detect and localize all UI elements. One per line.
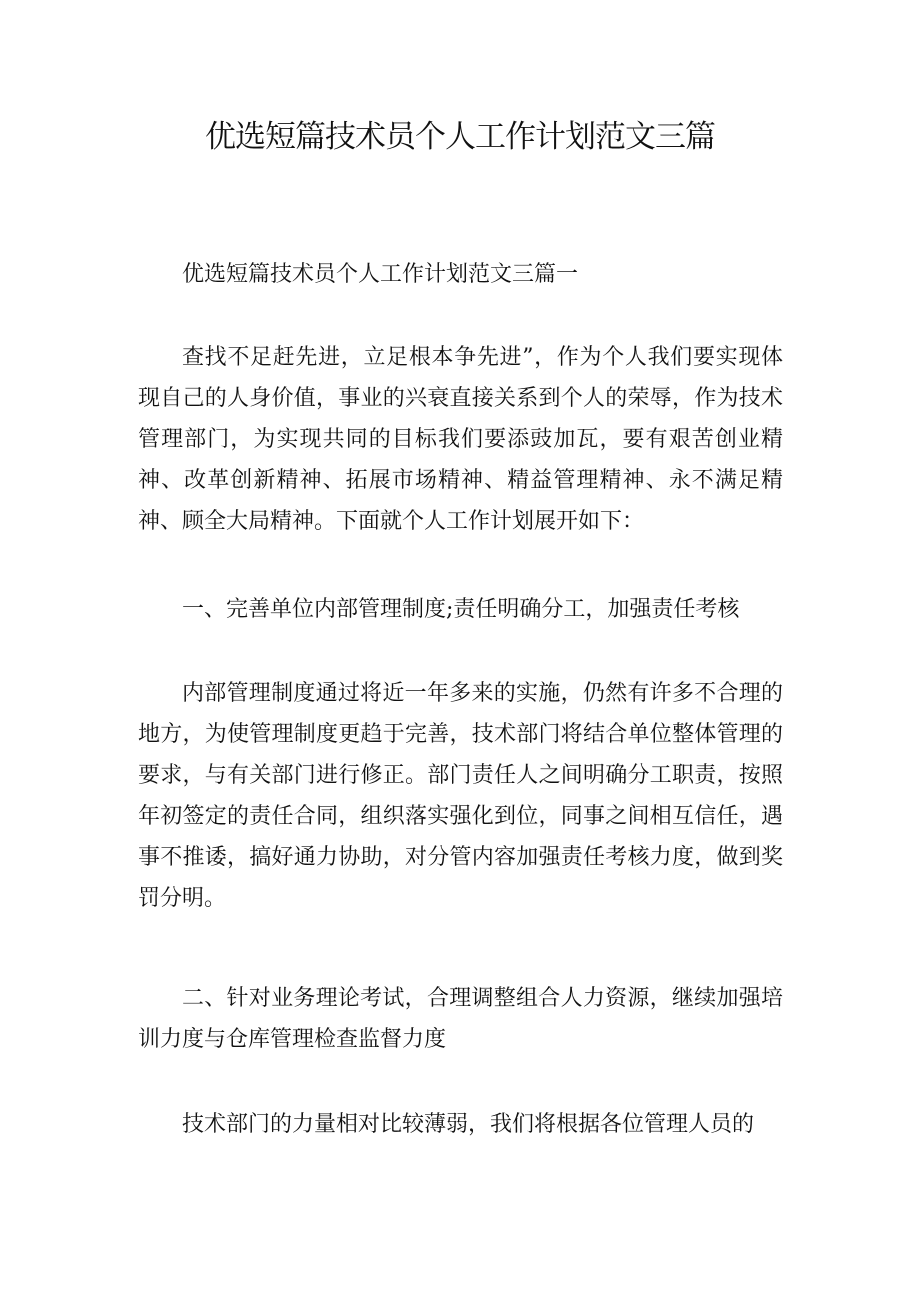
body-paragraph-2: 技术部门的力量相对比较薄弱，我们将根据各位管理人员的 [182, 1112, 755, 1137]
section-subtitle: 优选短篇技术员个人工作计划范文三篇一 [182, 262, 579, 287]
body-paragraph-1: 内部管理制度通过将近一年多来的实施，仍然有许多不合理的地方，为使管理制度更趋于完善，技术部门将结合单位整体管理的要求，与有关部门进行修正。部门责任人之间明确分工职责，按照年初签定的责任合同，组织落实强化到位，同事之间相互信任，遇事不推诿，搞好通力协助，对分管内容加强责任考核力度，做到奖罚分明。 [138, 681, 783, 911]
section-heading-2: 二、针对业务理论考试，合理调整组合人力资源，继续加强培训力度与仓库管理检查监督力度 [138, 986, 783, 1052]
section-heading-1: 一、完善单位内部管理制度;责任明确分工，加强责任考核 [182, 597, 740, 622]
document-title: 优选短篇技术员个人工作计划范文三篇 [205, 119, 715, 155]
intro-paragraph: 查找不足赶先进，立足根本争先进”，作为个人我们要实现体现自己的人身价值，事业的兴衰直接关系到个人的荣辱，作为技术管理部门，为实现共同的目标我们要添豉加瓦，要有艰苦创业精神、改革创新精神、拓展市场精神、精益管理精神、永不满足精神、顾全大局精神。下面就个人工作计划展开如下： [138, 345, 783, 534]
